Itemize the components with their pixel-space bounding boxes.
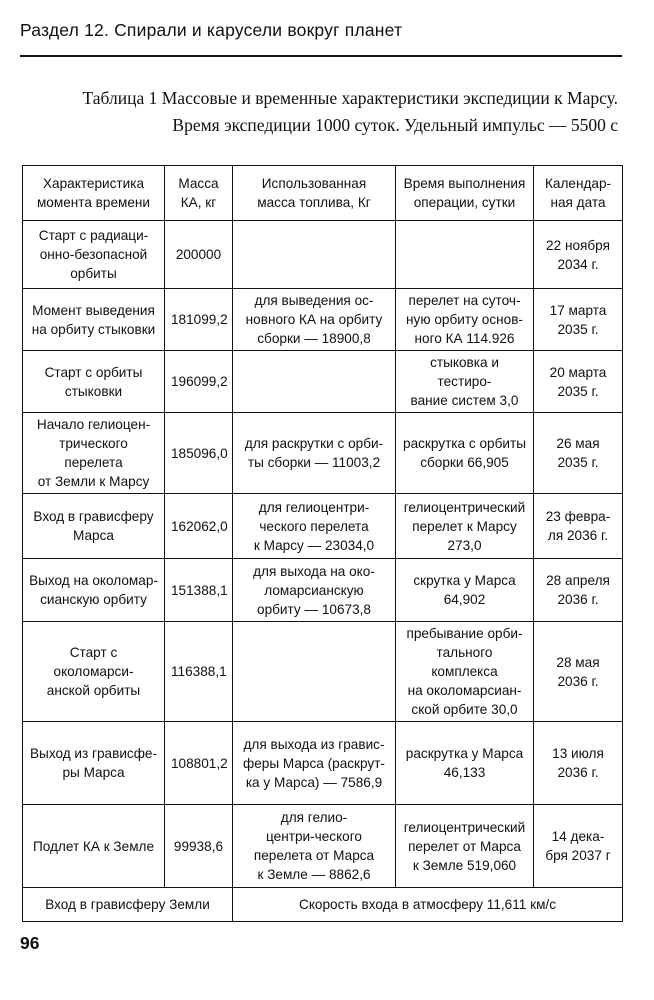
- cell-duration: гелиоцентрический перелет к Марсу 273,0: [396, 494, 534, 559]
- cell-characteristic: Подлет КА к Земле: [23, 805, 165, 888]
- table-row: [23, 559, 623, 622]
- footer-entry-speed: Скорость входа в атмосферу 11,611 км/с: [233, 888, 623, 922]
- cell-duration: гелиоцентрический перелет от Марса к Земле 519,060: [396, 805, 534, 888]
- table-footer-row: [23, 888, 623, 922]
- cell-characteristic: Выход на околомар- сианскую орбиту: [23, 559, 165, 622]
- cell-fuel: [233, 221, 396, 289]
- cell-mass: 196099,2: [165, 351, 233, 413]
- col-header-date: Календар- ная дата: [534, 166, 623, 221]
- table-header-row: [23, 166, 623, 221]
- table-row: [23, 289, 623, 351]
- cell-date: 28 мая 2036 г.: [534, 622, 623, 722]
- col-header-characteristic: Характеристика момента времени: [23, 166, 165, 221]
- cell-duration: пребывание орби- тального комплекса на околомарсиан- ской орбите 30,0: [396, 622, 534, 722]
- header-rule: [20, 55, 622, 57]
- cell-mass: 185096,0: [165, 413, 233, 494]
- cell-characteristic: Момент выведения на орбиту стыковки: [23, 289, 165, 351]
- cell-fuel: [233, 622, 396, 722]
- cell-characteristic: Вход в грависферу Марса: [23, 494, 165, 559]
- cell-fuel: для выхода из гравис- феры Марса (раскрут- ка у Марса) — 7586,9: [233, 722, 396, 805]
- footer-event: Вход в грависферу Земли: [23, 888, 233, 922]
- cell-fuel: для гелио- центри-ческого перелета от Марса к Земле — 8862,6: [233, 805, 396, 888]
- cell-mass: 116388,1: [165, 622, 233, 722]
- table-row: [23, 413, 623, 494]
- cell-duration: перелет на суточ- ную орбиту основ- ного КА 114.926: [396, 289, 534, 351]
- cell-mass: 151388,1: [165, 559, 233, 622]
- cell-date: 14 дека- бря 2037 г: [534, 805, 623, 888]
- cell-fuel: для выхода на око- ломарсианскую орбиту — 10673,8: [233, 559, 396, 622]
- cell-mass: 200000: [165, 221, 233, 289]
- cell-duration: [396, 221, 534, 289]
- table-row: [23, 622, 623, 722]
- cell-date: 23 февра- ля 2036 г.: [534, 494, 623, 559]
- running-header: Раздел 12. Спирали и карусели вокруг планет: [20, 20, 403, 40]
- cell-mass: 162062,0: [165, 494, 233, 559]
- cell-date: 26 мая 2035 г.: [534, 413, 623, 494]
- cell-characteristic: Старт с околомарси- анской орбиты: [23, 622, 165, 722]
- cell-fuel: [233, 351, 396, 413]
- cell-date: 28 апреля 2036 г.: [534, 559, 623, 622]
- cell-duration: раскрутка с орбиты сборки 66,905: [396, 413, 534, 494]
- cell-characteristic: Старт с радиаци- онно-безопасной орбиты: [23, 221, 165, 289]
- cell-mass: 99938,6: [165, 805, 233, 888]
- cell-characteristic: Начало гелиоцен- трического перелета от Земли к Марсу: [23, 413, 165, 494]
- col-header-mass: Масса КА, кг: [165, 166, 233, 221]
- cell-mass: 108801,2: [165, 722, 233, 805]
- table-row: [23, 494, 623, 559]
- table-caption: [83, 85, 618, 139]
- cell-characteristic: Выход из грависфе- ры Марса: [23, 722, 165, 805]
- cell-fuel: для гелиоцентри- ческого перелета к Марсу — 23034,0: [233, 494, 396, 559]
- col-header-fuel: Использованная масса топлива, Кг: [233, 166, 396, 221]
- table-row: [23, 351, 623, 413]
- caption-line-1: Таблица 1 Массовые и временные характеристики экспедиции к Марсу.: [82, 88, 618, 108]
- cell-duration: стыковка и тестиро- вание систем 3,0: [396, 351, 534, 413]
- cell-duration: раскрутка у Марса 46,133: [396, 722, 534, 805]
- cell-characteristic: Старт с орбиты стыковки: [23, 351, 165, 413]
- cell-mass: 181099,2: [165, 289, 233, 351]
- table-row: [23, 722, 623, 805]
- cell-fuel: для выведения ос- новного КА на орбиту сборки — 18900,8: [233, 289, 396, 351]
- caption-line-2: Время экспедиции 1000 суток. Удельный импульс — 5500 с: [172, 115, 618, 135]
- cell-date: 22 ноября 2034 г.: [534, 221, 623, 289]
- cell-date: 17 марта 2035 г.: [534, 289, 623, 351]
- cell-date: 13 июля 2036 г.: [534, 722, 623, 805]
- col-header-duration: Время выполнения операции, сутки: [396, 166, 534, 221]
- cell-fuel: для раскрутки с орби- ты сборки — 11003,2: [233, 413, 396, 494]
- cell-duration: скрутка у Марса 64,902: [396, 559, 534, 622]
- table-row: [23, 805, 623, 888]
- mission-table: [22, 165, 623, 922]
- cell-date: 20 марта 2035 г.: [534, 351, 623, 413]
- table-row: [23, 221, 623, 289]
- page-number: 96: [20, 933, 40, 953]
